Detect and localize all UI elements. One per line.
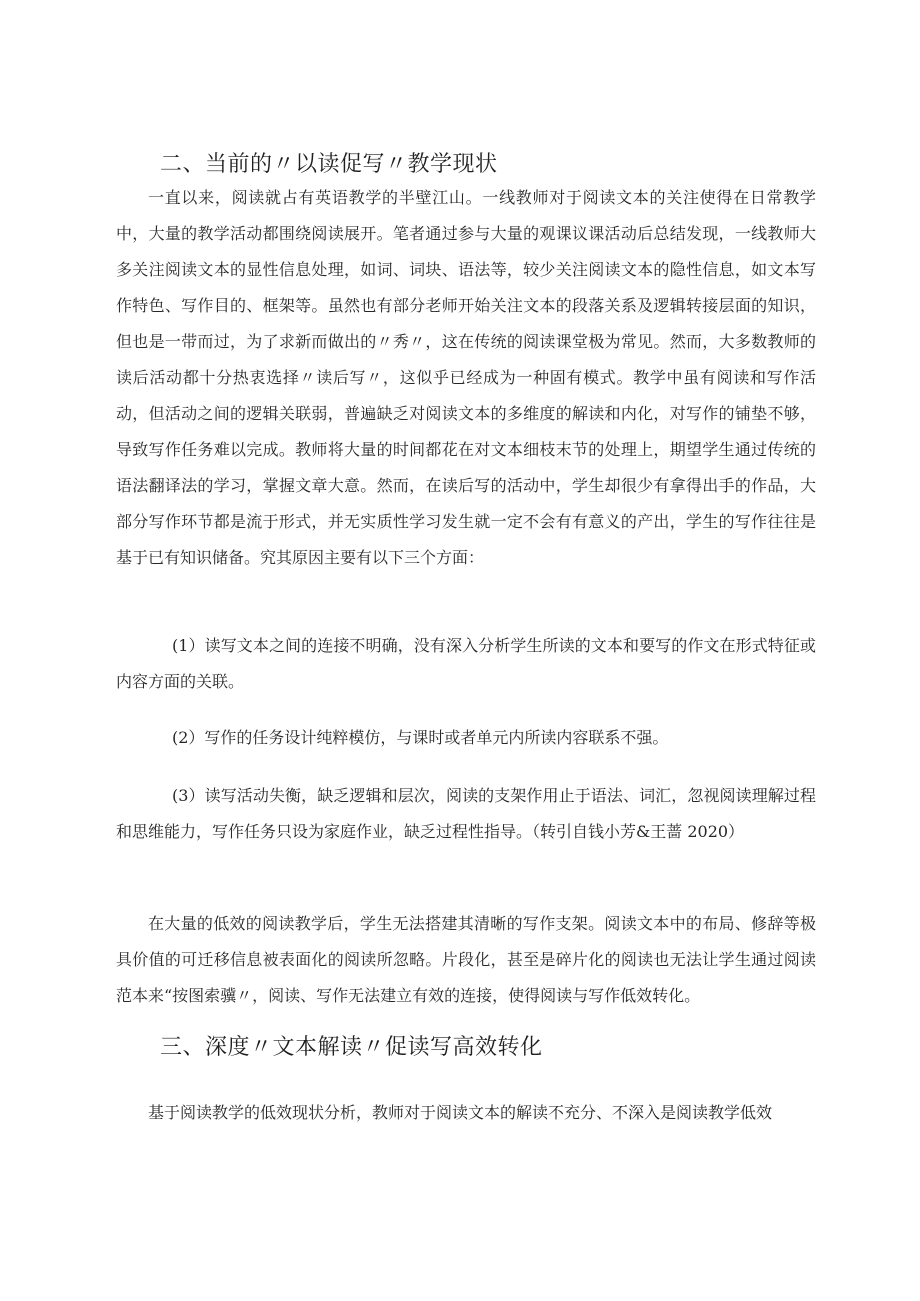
- section-three-paragraph: 基于阅读教学的低效现状分析，教师对于阅读文本的解读不充分、不深入是阅读教学低效: [148, 1103, 773, 1122]
- list-item-3: (3）读写活动失衡，缺乏逻辑和层次，阅读的支架作用止于语法、词汇，忽视阅读理解过程和思维能力，写作任务只设为家庭作业，缺乏过程性指导。（转引自钱小芳&王蔷 2020）: [116, 786, 816, 841]
- section-two-heading: 二、当前的〃以读促写〃教学现状: [160, 152, 498, 177]
- section-two-paragraph: 一直以来，阅读就占有英语教学的半壁江山。一线教师对于阅读文本的关注使得在日常教学中，大量的教学活动都围绕阅读展开。笔者通过参与大量的观课议课活动后总结发现，一线教师大多关注阅读文本的显性信息处理，如词、词块、语法等，较少关注阅读文本的隐性信息，如文本写作特色、写作目的、框架等。虽然也有部分老师开始关注文本的段落关系及逻辑转接层面的知识，但也是一带而过，为了求新而做出的〃秀〃，这在传统的阅读课堂极为常见。然而，大多数教师的读后活动都十分热衷选择〃读后写〃，这似乎已经成为一种固有模式。教学中虽有阅读和写作活动，但活动之间的逻辑关联弱，普遍缺乏对阅读文本的多维度的解读和内化，对写作的铺垫不够，导致写作任务难以完成。教师将大量的时间都花在对文本细枝末节的处理上，期望学生通过传统的语法翻译法的学习，掌握文章大意。然而，在读后写的活动中，学生却很少有拿得出手的作品，大部分写作环节都是流于形式，并无实质性学习发生就一定不会有有意义的产出，学生的写作往往是基于已有知识储备。究其原因主要有以下三个方面：: [116, 188, 816, 567]
- list-item-1: (1）读写文本之间的连接不明确，没有深入分析学生所读的文本和要写的作文在形式特征或内容方面的关联。: [116, 636, 816, 691]
- section-two-closing-paragraph: 在大量的低效的阅读教学后，学生无法搭建其清晰的写作支架。阅读文本中的布局、修辞等极具价值的可迁移信息被表面化的阅读所忽略。片段化，甚至是碎片化的阅读也无法让学生通过阅读范本来“按图索骥〃，阅读、写作无法建立有效的连接，使得阅读与写作低效转化。: [116, 914, 816, 1005]
- section-three-heading: 三、深度〃文本解读〃促读写高效转化: [160, 1035, 543, 1060]
- list-item-2: (2）写作的任务设计纯粹模仿，与课时或者单元内所读内容联系不强。: [172, 728, 669, 747]
